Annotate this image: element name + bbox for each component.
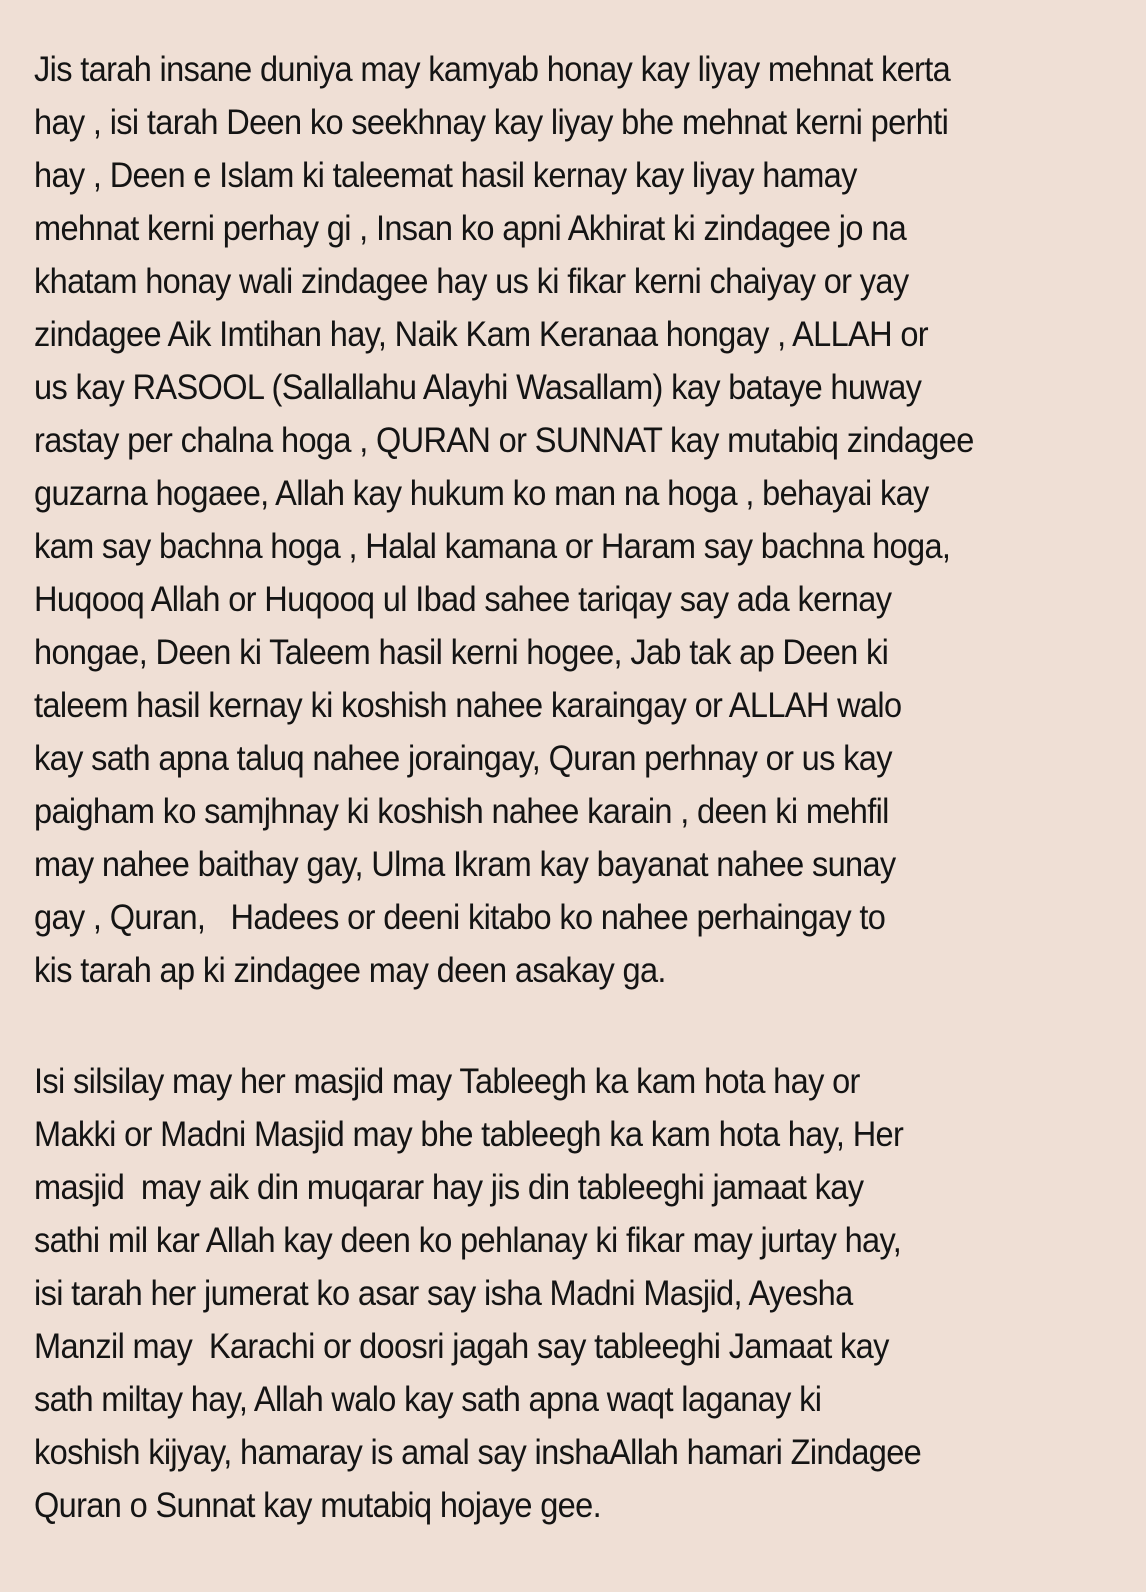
text-line: Quran o Sunnat kay mutabiq hojaye gee. <box>34 1486 601 1525</box>
text-line: guzarna hogaee, Allah kay hukum ko man na hoga , behayai kay <box>34 474 929 513</box>
paragraph-deen-ki-taleem <box>34 43 1068 997</box>
text-line: Manzil may Karachi or doosri jagah say tableeghi Jamaat kay <box>34 1327 889 1366</box>
paragraph-tableegh <box>34 1055 1068 1532</box>
text-line: hongae, Deen ki Taleem hasil kerni hogee, Jab tak ap Deen ki <box>34 633 889 672</box>
text-line: khatam honay wali zindagee hay us ki fikar kerni chaiyay or yay <box>34 262 909 301</box>
text-line: kam say bachna hoga , Halal kamana or Haram say bachna hoga, <box>34 527 951 566</box>
text-line: zindagee Aik Imtihan hay, Naik Kam Keranaa hongay , ALLAH or <box>34 315 928 354</box>
text-line: isi tarah her jumerat ko asar say isha Madni Masjid, Ayesha <box>34 1274 853 1313</box>
text-line: sathi mil kar Allah kay deen ko pehlanay ki fikar may jurtay hay, <box>34 1221 902 1260</box>
text-line: taleem hasil kernay ki koshish nahee karaingay or ALLAH walo <box>34 686 902 725</box>
text-line: rastay per chalna hoga , QURAN or SUNNAT kay mutabiq zindagee <box>34 421 974 460</box>
text-line: paigham ko samjhnay ki koshish nahee karain , deen ki mehfil <box>34 792 889 831</box>
text-line: Huqooq Allah or Huqooq ul Ibad sahee tariqay say ada kernay <box>34 580 892 619</box>
text-line: Makki or Madni Masjid may bhe tableegh ka kam hota hay, Her <box>34 1115 904 1154</box>
text-line: kis tarah ap ki zindagee may deen asakay ga. <box>34 951 666 990</box>
text-line: hay , Deen e Islam ki taleemat hasil kernay kay liyay hamay <box>34 156 857 195</box>
text-line: sath miltay hay, Allah walo kay sath apna waqt laganay ki <box>34 1380 822 1419</box>
text-line: us kay RASOOL (Sallallahu Alayhi Wasallam) kay bataye huway <box>34 368 922 407</box>
text-line: kay sath apna taluq nahee joraingay, Quran perhnay or us kay <box>34 739 892 778</box>
text-line: masjid may aik din muqarar hay jis din tableeghi jamaat kay <box>34 1168 864 1207</box>
text-line: gay , Quran, Hadees or deeni kitabo ko nahee perhaingay to <box>34 898 886 937</box>
text-line: mehnat kerni perhay gi , Insan ko apni Akhirat ki zindagee jo na <box>34 209 907 248</box>
text-line: Jis tarah insane duniya may kamyab honay kay liyay mehnat kerta <box>34 50 951 89</box>
text-line: may nahee baithay gay, Ulma Ikram kay bayanat nahee sunay <box>34 845 896 884</box>
text-line: koshish kijyay, hamaray is amal say inshaAllah hamari Zindagee <box>34 1433 922 1472</box>
text-line: hay , isi tarah Deen ko seekhnay kay liyay bhe mehnat kerni perhti <box>34 103 949 142</box>
text-line: Isi silsilay may her masjid may Tableegh ka kam hota hay or <box>34 1062 860 1101</box>
